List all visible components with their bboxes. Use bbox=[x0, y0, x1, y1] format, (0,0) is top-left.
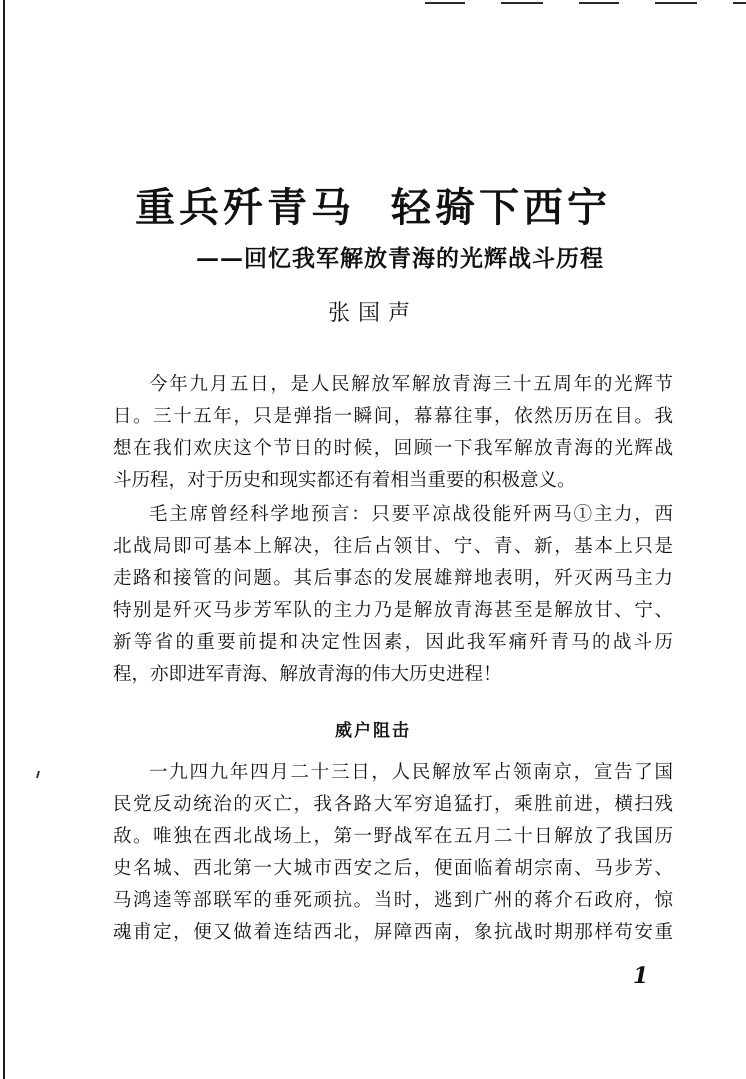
paragraph-line: 日。三十五年，只是弹指一瞬间，幕幕往事，依然历历在目。我 bbox=[113, 406, 673, 427]
scan-mark bbox=[733, 2, 746, 4]
paragraph-line: 魂甫定，便又做着连结西北，屏障西南，象抗战时期那样苟安重 bbox=[113, 922, 673, 943]
paragraph-line: 程，亦即进军青海、解放青海的伟大历史进程！ bbox=[113, 664, 502, 685]
scan-speck bbox=[36, 771, 40, 778]
paragraph-line: 想在我们欢庆这个节日的时候，回顾一下我军解放青海的光辉战 bbox=[113, 438, 673, 459]
title-part-1: 重兵歼青马 bbox=[135, 184, 355, 231]
paragraph-line: 马鸿逵等部联军的垂死顽抗。当时，逃到广州的蒋介石政府，惊 bbox=[113, 890, 673, 911]
scan-mark bbox=[425, 2, 465, 4]
paragraph-line: 北战局即可基本上解决，往后占领甘、宁、青、新，基本上只是 bbox=[113, 536, 673, 557]
scan-mark bbox=[579, 2, 619, 4]
paragraph-line: 史名城、西北第一大城市西安之后，便面临着胡宗南、马步芳、 bbox=[113, 858, 673, 879]
page-title bbox=[0, 176, 746, 233]
scan-mark bbox=[655, 2, 697, 4]
paragraph-line: 敌。唯独在西北战场上，第一野战军在五月二十日解放了我国历 bbox=[113, 826, 673, 847]
title-part-2: 轻骑下西宁 bbox=[391, 184, 611, 231]
paragraph-line: 一九四九年四月二十三日，人民解放军占领南京，宣告了国 bbox=[149, 762, 673, 783]
scan-border bbox=[3, 0, 5, 1079]
paragraph-line: 新等省的重要前提和决定性因素，因此我军痛歼青马的战斗历 bbox=[113, 632, 673, 653]
page-subtitle: ——回忆我军解放青海的光辉战斗历程 bbox=[196, 245, 604, 272]
paragraph-line: 特别是歼灭马步芳军队的主力乃是解放青海甚至是解放甘、宁、 bbox=[113, 600, 673, 621]
author-name: 张国声 bbox=[327, 301, 418, 326]
page-number: 1 bbox=[633, 963, 649, 989]
scan-mark bbox=[501, 2, 543, 4]
paragraph-line: 今年九月五日，是人民解放军解放青海三十五周年的光辉节 bbox=[149, 374, 673, 395]
paragraph-line: 走路和接管的问题。其后事态的发展雄辩地表明，歼灭两马主力 bbox=[113, 568, 673, 589]
paragraph-line: 毛主席曾经科学地预言：只要平凉战役能歼两马①主力，西 bbox=[149, 504, 673, 525]
paragraph-line: 民党反动统治的灭亡，我各路大军穷追猛打，乘胜前进，横扫残 bbox=[113, 794, 673, 815]
paragraph-line: 斗历程，对于历史和现实都还有着相当重要的积极意义。 bbox=[113, 470, 576, 491]
section-heading: 威户阻击 bbox=[335, 721, 411, 741]
